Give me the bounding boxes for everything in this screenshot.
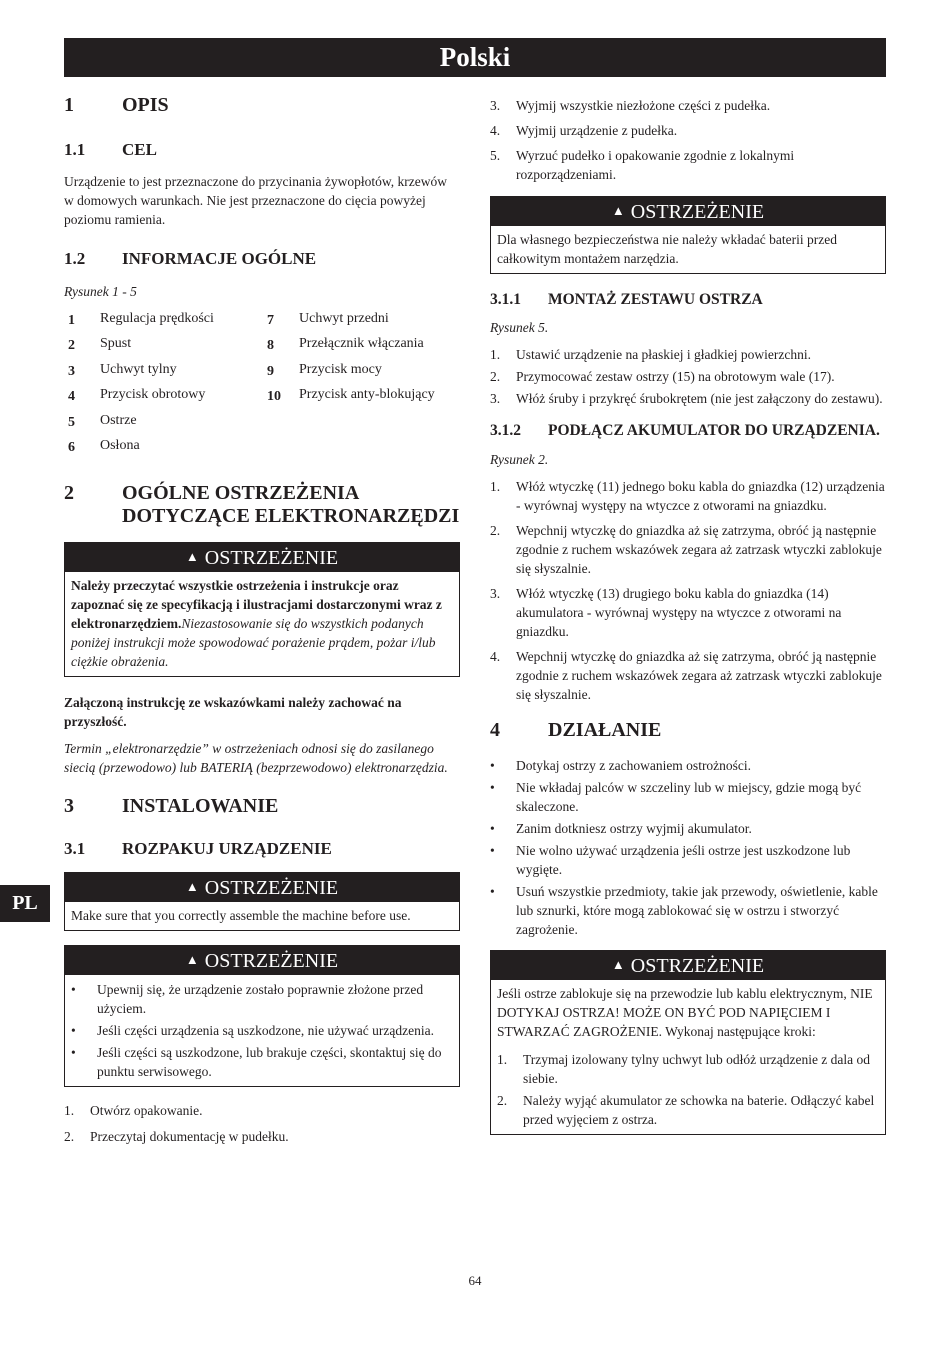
left-column: [64, 94, 460, 1146]
operation-bullets: [490, 756, 886, 939]
section-1-1-heading: 1.1 CEL: [64, 140, 157, 159]
step-text: Ustawić urządzenie na płaskiej i gładkiej powierzchni.: [516, 347, 812, 362]
part-label: Przycisk anty-blokujący: [299, 387, 435, 403]
warning-header: ▲ OSTRZEŻENIE: [491, 951, 885, 980]
section-3-1-1-heading: 3.1.1 MONTAŻ ZESTAWU OSTRZA: [490, 291, 763, 308]
step-number: 2.: [490, 369, 501, 384]
warning-box-assembly: [64, 872, 460, 931]
part-number: 2: [68, 338, 75, 354]
bullet-text: Dotykaj ostrzy z zachowaniem ostrożności.: [516, 758, 752, 773]
bullet-icon: •: [71, 982, 76, 998]
bullet-icon: •: [490, 821, 495, 836]
warning-body: [65, 975, 459, 1086]
warning-text: Jeśli ostrze zablokuje się na przewodzie lub kablu elektrycznym, NIE DOTYKAJ OSTRZA! MOŻE ON BYĆ POD NAPIĘCIEM I STWARZAĆ ZAGROŻENIE. Wykonaj następujące kroki:: [497, 986, 873, 1039]
list-item: [490, 367, 886, 386]
part-item: [263, 334, 460, 355]
warning-box-battery: [490, 196, 886, 274]
list-item: [497, 1091, 879, 1129]
part-label: Ostrze: [100, 412, 137, 428]
part-label: Przełącznik włączania: [299, 336, 424, 352]
part-number: 5: [68, 414, 75, 430]
part-number: 8: [267, 338, 274, 354]
step-number: 1.: [490, 347, 501, 362]
list-item: [490, 647, 886, 704]
step-number: 1.: [497, 1052, 508, 1067]
bullet-text: Nie wkładaj palców w szczeliny lub w miejscy, gdzie mogą być skaleczone.: [516, 780, 862, 814]
warning-box-general: [64, 542, 460, 677]
bullet-icon: •: [71, 1023, 76, 1039]
warning-body: [491, 980, 885, 1134]
bullet-text: Usuń wszystkie przedmioty, takie jak przewody, oświetlenie, kable lub sznurki, które mogą zablokować się w ostrzu i stworzyć zagrożenie.: [516, 884, 878, 937]
part-item: [263, 309, 460, 330]
part-label: Przycisk mocy: [299, 361, 382, 377]
list-item: [490, 521, 886, 578]
part-label: Osłona: [100, 438, 140, 454]
bullet-text: Jeśli części są uszkodzone, lub brakuje części, skontaktuj się do punktu serwisowego.: [97, 1045, 442, 1080]
warning-bullet-list: [71, 980, 453, 1081]
step-text: Wyrzuć pudełko i opakowanie zgodnie z lokalnymi rozporządzeniami.: [516, 148, 795, 182]
part-number: 1: [68, 312, 75, 328]
list-item: [490, 389, 886, 408]
right-column: [490, 96, 886, 1135]
term-definition-text: Termin „elektronarzędzie” w ostrzeżeniach odnosi się do zasilanego siecią (przewodowo) lub BATERIĄ (bezprzewodowo) elektronarzędzia.: [64, 741, 448, 776]
warning-header: ▲ OSTRZEŻENIE: [491, 197, 885, 226]
step-text: Włóż śruby i przykręć śrubokrętem (nie jest załączony do zestawu).: [516, 391, 883, 406]
warning-header: ▲ OSTRZEŻENIE: [65, 946, 459, 975]
list-item: [490, 146, 886, 184]
list-item: [490, 345, 886, 364]
step-number: 3.: [490, 586, 501, 601]
step-text: Trzymaj izolowany tylny uchwyt lub odłóż urządzenie z dala od siebie.: [523, 1052, 871, 1086]
bullet-icon: •: [490, 843, 495, 858]
warning-body: [65, 572, 459, 676]
figure-reference: Rysunek 1 - 5: [64, 283, 137, 299]
step-number: 2.: [497, 1093, 508, 1108]
keep-instructions-text: Załączoną instrukcję ze wskazówkami należy zachować na przyszłość.: [64, 694, 402, 729]
step-number: 1.: [64, 1103, 75, 1119]
warning-triangle-icon: ▲: [185, 952, 199, 968]
part-label: Przycisk obrotowy: [100, 387, 206, 403]
section-3-heading: 3 INSTALOWANIE: [64, 795, 279, 818]
list-item: [490, 841, 886, 879]
parts-column-left: [64, 309, 261, 462]
part-label: Regulacja prędkości: [100, 310, 214, 326]
language-tab: PL: [0, 885, 50, 922]
bullet-text: Upewnij się, że urządzenie zostało poprawnie złożone przed użyciem.: [97, 982, 424, 1017]
warning-triangle-icon: ▲: [185, 879, 199, 895]
list-item: [490, 121, 886, 140]
part-item: [64, 309, 261, 330]
battery-connect-steps: [490, 477, 886, 704]
list-item: [490, 584, 886, 641]
step-text: Wepchnij wtyczkę do gniazdka aż się zatrzyma, obróć ją następnie zgodnie z ruchem wskazówek zegara aż zatrzask wtyczki zablokuje się słyszalnie.: [516, 649, 882, 702]
step-number: 5.: [490, 148, 501, 163]
purpose-text: Urządzenie to jest przeznaczone do przycinania żywopłotów, krzewów w domowych warunkach. Nie jest przeznaczone do cięcia powyżej poziomu ramienia.: [64, 174, 447, 228]
warning-body: Make sure that you correctly assemble the machine before use.: [71, 908, 411, 924]
blade-assembly-steps: [490, 345, 886, 408]
list-item: [71, 980, 453, 1018]
step-text: Wyjmij urządzenie z pudełka.: [516, 123, 678, 138]
parts-list: [64, 309, 460, 462]
list-item: [490, 778, 886, 816]
list-item: [71, 1021, 453, 1040]
warning-box-parts: [64, 945, 460, 1087]
part-label: Uchwyt przedni: [299, 310, 389, 326]
bullet-text: Jeśli części urządzenia są uszkodzone, nie używać urządzenia.: [97, 1023, 434, 1039]
step-text: Przeczytaj dokumentację w pudełku.: [90, 1129, 289, 1145]
list-item: [64, 1101, 460, 1120]
list-item: [497, 1050, 879, 1088]
step-text: Wyjmij wszystkie niezłożone części z pudełka.: [516, 98, 771, 113]
warning-triangle-icon: ▲: [185, 548, 199, 564]
part-number: 4: [68, 389, 75, 405]
warning-triangle-icon: ▲: [611, 957, 625, 972]
bullet-icon: •: [490, 780, 495, 795]
list-item: [490, 882, 886, 939]
part-item: [263, 360, 460, 381]
part-item: [64, 385, 261, 406]
step-number: 2.: [64, 1129, 75, 1145]
unpack-steps-continued: [490, 96, 886, 184]
section-1-heading: 1 OPIS: [64, 94, 169, 116]
part-item: [64, 411, 261, 432]
bullet-text: Zanim dotkniesz ostrzy wyjmij akumulator.: [516, 821, 752, 836]
part-item: [64, 436, 261, 457]
section-3-1-2-heading: 3.1.2 PODŁĄCZ AKUMULATOR DO URZĄDZENIA.: [490, 422, 880, 439]
list-item: [490, 819, 886, 838]
page-number: 64: [468, 1273, 482, 1288]
section-2-heading: 2 OGÓLNE OSTRZEŻENIA DOTYCZĄCE ELEKTRONARZĘDZI: [64, 481, 460, 527]
warning-header: ▲ OSTRZEŻENIE: [65, 873, 459, 902]
warning-triangle-icon: ▲: [611, 203, 625, 218]
parts-column-right: [261, 309, 460, 462]
warning-box-cable: [490, 950, 886, 1135]
unpack-steps: [64, 1101, 460, 1146]
list-item: [490, 756, 886, 775]
step-text: Przymocować zestaw ostrzy (15) na obrotowym wale (17).: [516, 369, 835, 384]
part-label: Spust: [100, 336, 132, 352]
step-text: Włóż wtyczkę (13) drugiego boku kabla do gniazdka (14) akumulatora - wyrównaj występy na wtyczce z otworami na gniazdku.: [516, 586, 842, 639]
part-item: [64, 360, 261, 381]
section-3-1-heading: 3.1 ROZPAKUJ URZĄDZENIE: [64, 839, 332, 859]
list-item: [71, 1043, 453, 1081]
step-text: Wepchnij wtyczkę do gniazdka aż się zatrzyma, obróć ją następnie zgodnie z ruchem wskazówek zegara aż zatrzask wtyczki zablokuje się słyszalnie.: [516, 523, 882, 576]
list-item: [490, 96, 886, 115]
warning-italic-text: Niezastosowanie się do wszystkich podanych poniżej instrukcji może spowodować porażenie prądem, pożar i/lub ciężkie obrażenia.: [71, 615, 436, 669]
page-banner: Polski: [64, 38, 886, 77]
bullet-text: Nie wolno używać urządzenia jeśli ostrze jest uszkodzone lub wygięte.: [516, 843, 851, 877]
part-item: [263, 385, 460, 406]
part-label: Uchwyt tylny: [100, 361, 177, 377]
section-4-heading: 4 DZIAŁANIE: [490, 719, 662, 741]
step-text: Włóż wtyczkę (11) jednego boku kabla do gniazdka (12) urządzenia - wyrównaj występy na wtyczce z otworami na gniazdku.: [516, 479, 885, 513]
part-number: 10: [267, 389, 281, 405]
step-number: 4.: [490, 649, 501, 664]
warning-bold-text: Należy przeczytać wszystkie ostrzeżenia i instrukcje oraz zapoznać się ze specyfikacją i ilustracjami dostarczonymi wraz z elektronarzędziem.: [71, 577, 442, 631]
list-item: [490, 477, 886, 515]
step-number: 3.: [490, 391, 501, 406]
figure-reference: Rysunek 2.: [490, 452, 549, 467]
step-text: Należy wyjąć akumulator ze schowka na baterie. Odłączyć kabel przed wyjęciem z ostrza.: [523, 1093, 875, 1127]
bullet-icon: •: [71, 1045, 76, 1061]
figure-reference: Rysunek 5.: [490, 320, 549, 335]
part-number: 3: [68, 363, 75, 379]
section-1-2-heading: 1.2 INFORMACJE OGÓLNE: [64, 248, 317, 268]
step-number: 4.: [490, 123, 501, 138]
bullet-icon: •: [490, 758, 495, 773]
warning-steps: [497, 1050, 879, 1129]
list-item: [64, 1127, 460, 1146]
bullet-icon: •: [490, 884, 495, 899]
warning-header: ▲ OSTRZEŻENIE: [65, 543, 459, 572]
step-text: Otwórz opakowanie.: [90, 1103, 203, 1119]
step-number: 2.: [490, 523, 501, 538]
step-number: 1.: [490, 479, 501, 494]
warning-body: Dla własnego bezpieczeństwa nie należy wkładać baterii przed całkowitym montażem narzędzia.: [497, 232, 837, 266]
part-number: 6: [68, 440, 75, 456]
step-number: 3.: [490, 98, 501, 113]
part-number: 7: [267, 312, 274, 328]
part-item: [64, 334, 261, 355]
part-number: 9: [267, 363, 274, 379]
